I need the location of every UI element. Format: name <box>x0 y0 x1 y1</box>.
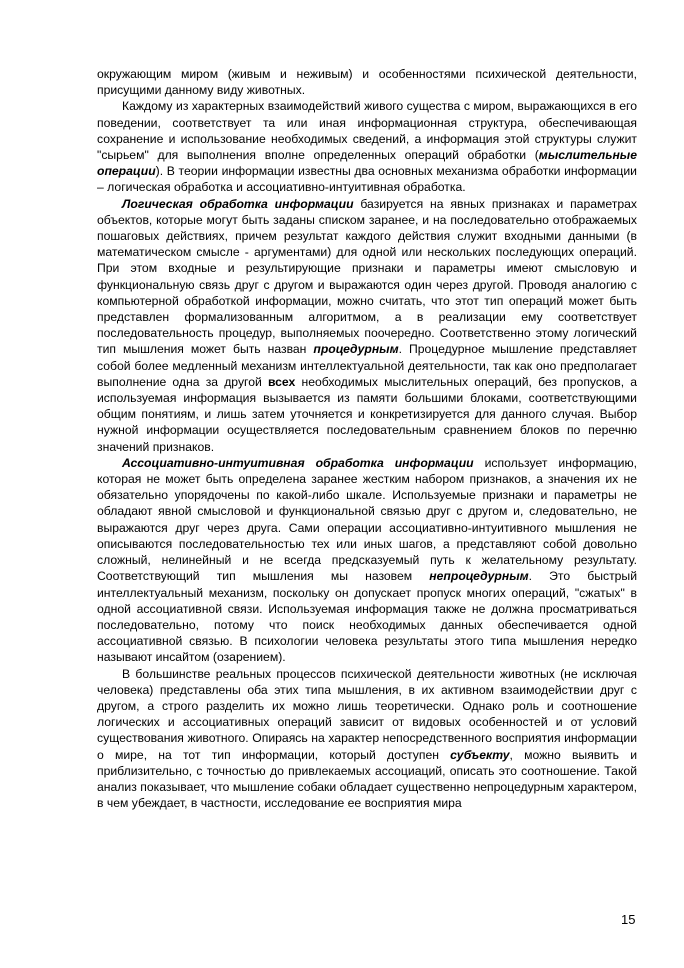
paragraph-3-text-a: базируется на явных признаках и параметрах объектов, которые могут быть заданы списком заранее, и на последовательно отображаемых пошаговых действиях, причем результат каждого действия служит входными данными (в математическом смысле - аргументами) для одной или нескольких последующих операций. При этом входные и результирующие признаки и параметры имеют смысловую и функциональную связь друг с другом и выражаются один через другой. Проводя аналогию с компьютерной обработкой информации, можно считать, что этот тип операций может быть представлен формализованным алгоритмом, а в реализации ему соответствует последовательность процедур, выполняемых поочередно. Соответственно этому логический тип мышления может быть назван <box>97 196 637 357</box>
term-procedural: процедурным <box>313 342 399 357</box>
page-number: 15 <box>621 912 636 927</box>
term-subject: субъекту <box>450 747 510 762</box>
paragraph-3-text-c: необходимых мыслительных операций, без пропусков, а используемая информация вызывается из памяти большими блоками, соответствующими общим понятиям, и лишь затем уточняется и конкретизируется для данного случая. Выбор нужной информации осуществляется последовательным сравнением блоков по перечню значений признаков. <box>97 374 637 454</box>
term-mental-operations: мыслительные операции <box>97 148 637 179</box>
paragraph-2 <box>97 98 637 195</box>
page-body <box>97 66 637 811</box>
paragraph-4-text-a: использует информацию, которая не может быть определена заранее жестким набором признаков, а значения их не обязательно упорядочены по какой-либо шкале. Используемые признаки и параметры не обладают явной смысловой и функциональной связью друг с другом и, следовательно, не выражаются друг через друга. Сами операции ассоциативно-интуитивного мышления не описываются последовательностью тех или иных шагов, а представляют собой довольно сложный, нелинейный и не всегда предсказуемый путь к желательному результату. Соответствующий тип мышления мы назовем <box>97 455 637 584</box>
paragraph-5 <box>97 666 637 812</box>
paragraph-5-text-a: В большинстве реальных процессов психической деятельности животных (не исключая человека) представлены оба этих типа мышления, в их активном взаимодействии друг с другом, а строго разделить их можно лишь теоретически. Однако роль и соотношение логических и ассоциативных операций зависит от видовых особенностей и от условий существования животного. Опираясь на характер непосредственного восприятия информации о мире, на тот тип информации, который доступен <box>97 666 637 762</box>
term-logical-processing: Логическая обработка информации <box>122 196 354 211</box>
term-associative-processing: Ассоциативно-интуитивная обработка информации <box>122 455 474 470</box>
paragraph-2-text-a: Каждому из характерных взаимодействий живого существа с миром, выражающихся в его поведении, соответствует та или иная информационная структура, обеспечивающая сохранение и использование необходимых сведений, а информация этой структуры служит "сырьем" для выполнения вполне определенных операций обработки ( <box>97 99 637 163</box>
paragraph-1 <box>97 66 637 98</box>
paragraph-3-text-b: . Процедурное мышление представляет собой более медленный механизм интеллектуальной деятельности, так как оно предполагает выполнение одна за другой <box>97 342 638 389</box>
paragraph-4-text-b: . Это быстрый интеллектуальный механизм, поскольку он допускает пропуск многих операций, "сжатых" в одной ассоциативной связи. Используемая информация также не должна просматриваться последовательно, потому что поиск необходимых данных обеспечивается одной ассоциативной связью. В психологии человека результаты этого типа мышления нередко называют инсайтом (озарением). <box>97 569 638 665</box>
paragraph-4 <box>97 455 637 666</box>
paragraph-2-text-b: ). В теории информации известны два основных механизма обработки информации – логическая обработка и ассоциативно-интуитивная обработка. <box>97 164 637 195</box>
paragraph-1-text: окружающим миром (живым и неживым) и особенностями психической деятельности, присущими данному виду животных. <box>97 67 637 98</box>
term-nonprocedural: непроцедурным <box>429 569 529 584</box>
paragraph-5-text-b: , можно выявить и приблизительно, с точностью до привлекаемых ассоциаций, описать это соотношение. Такой анализ показывает, что мышление собаки обладает существенно непроцедурным характером, в чем убеждает, в частности, исследование ее восприятия мира <box>97 747 637 811</box>
paragraph-3 <box>97 196 637 455</box>
term-all: всех <box>267 374 296 389</box>
